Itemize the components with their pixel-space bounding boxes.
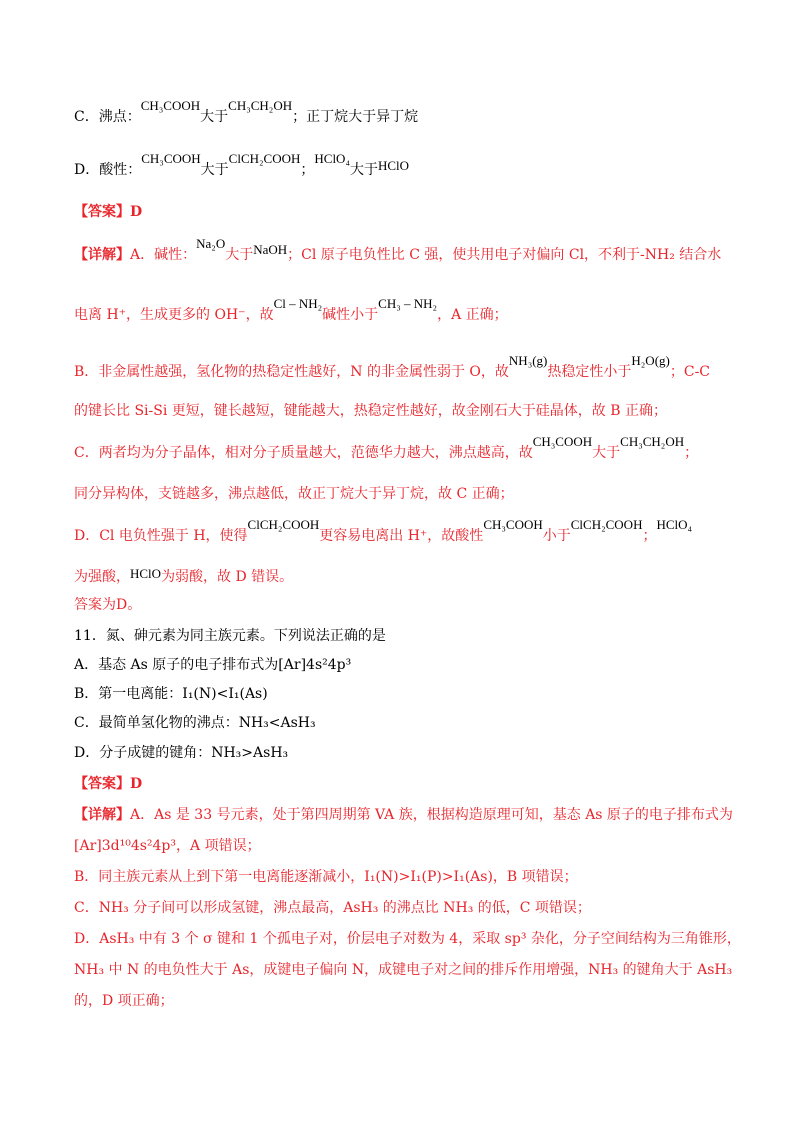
- answer-value: D: [130, 776, 143, 792]
- detail-text: C．两者均为分子晶体，相对分子质量越大，范德华力越大，沸点越高，故: [74, 445, 533, 461]
- formula: Cl – NH₂: [273, 296, 323, 311]
- detail-text: ，A 正确；: [437, 307, 508, 323]
- detail-text: 碱性小于: [322, 307, 379, 323]
- formula: CH₃ – NH₂: [378, 296, 438, 311]
- detail-bracket: 【详解】: [74, 247, 130, 263]
- detail-text: 的键长比 Si-Si 更短，键长越短，键能越大，热稳定性越好，故金刚石大于硅晶体，故 B 正确；: [74, 403, 667, 419]
- option-text: C．最简单氢化物的沸点：NH₃<AsH₃: [74, 715, 316, 731]
- formula: CH₃COOH: [532, 434, 593, 449]
- q10-detail-c-line2: [74, 484, 730, 504]
- q11-detail-a-line2: [74, 836, 730, 856]
- comparison-text: 大于: [200, 109, 229, 125]
- q10-option-c: [74, 98, 730, 127]
- detail-text: 大于: [592, 445, 621, 461]
- q11-detail-d-line1: [74, 929, 741, 949]
- q10-detail-a-line2: [74, 296, 730, 325]
- detail-text: ；C-C: [669, 364, 711, 380]
- q11-detail-d-line3: [74, 991, 730, 1011]
- q11-detail-b: [74, 867, 730, 887]
- q10-option-d: [74, 151, 730, 180]
- formula: H₂O(g): [631, 353, 670, 368]
- formula: NaOH: [253, 242, 288, 257]
- q11-option-d: [74, 743, 730, 763]
- formula: CH₃COOH: [141, 151, 201, 166]
- q11-detail-a-line1: [74, 805, 733, 825]
- answer-value: D: [130, 204, 143, 220]
- q10-detail-d-line1: [74, 517, 730, 546]
- q11-answer: [74, 774, 730, 794]
- detail-text: ；: [684, 445, 699, 461]
- q11-detail-c: [74, 898, 730, 918]
- detail-bracket: 【详解】: [74, 807, 130, 823]
- detail-text: 大于: [225, 247, 254, 263]
- separator: ；: [300, 162, 315, 178]
- formula: HClO₄: [656, 517, 693, 532]
- formula: CH₃CH₂OH: [620, 434, 685, 449]
- option-text: A．基态 As 原子的电子排布式为[Ar]4s²4p³: [74, 657, 352, 673]
- detail-text: B．同主族元素从上到下第一电离能逐渐减小，I₁(N)>I₁(P)>I₁(As)，B 项错误；: [74, 869, 578, 885]
- detail-text: 同分异构体，支链越多，沸点越低，故正丁烷大于异丁烷，故 C 正确；: [74, 486, 514, 502]
- q11-stem: [74, 626, 730, 646]
- detail-text: NH₃ 中 N 的电负性大于 As，成键电子偏向 N，成键电子对之间的排斥作用增强，NH₃ 的键角大于 AsH₃: [74, 962, 733, 978]
- formula: HClO: [377, 158, 410, 173]
- formula: HClO: [130, 566, 162, 581]
- option-text: ；正丁烷大于异丁烷: [292, 109, 419, 125]
- answer-bracket: 【答案】: [74, 776, 130, 792]
- comparison-text: 大于: [349, 162, 378, 178]
- detail-text: C．NH₃ 分子间可以形成氢键，沸点最高，AsH₃ 的沸点比 NH₃ 的低，C 项错误；: [74, 900, 591, 916]
- formula: HClO₄: [314, 151, 350, 166]
- formula: CH₃CH₂OH: [228, 98, 293, 113]
- detail-text: 为弱酸，故 D 错误。: [161, 569, 294, 585]
- q11-detail-d-line2: [74, 960, 733, 980]
- detail-text: A．As 是 33 号元素，处于第四周期第 VA 族，根据构造原理可知，基态 As 原子的电子排布式为: [130, 807, 733, 823]
- q11-option-a: [74, 655, 730, 675]
- q10-detail-b-line2: [74, 401, 730, 421]
- detail-text: ；Cl 原子电负性比 C 强，使共用电子对偏向 Cl，不利于-NH₂ 结合水: [287, 247, 722, 263]
- detail-text: 更容易电离出 H⁺，故酸性: [319, 528, 484, 544]
- detail-text: D．Cl 电负性强于 H，使得: [74, 528, 248, 544]
- detail-text: A．碱性：: [130, 247, 197, 263]
- detail-text: B．非金属性越强，氢化物的热稳定性越好，N 的非金属性弱于 O，故: [74, 364, 509, 380]
- formula: CH₃COOH: [140, 98, 201, 113]
- option-label: C．沸点：: [74, 109, 141, 125]
- detail-text: 的，D 项正确；: [74, 993, 174, 1009]
- q10-detail-c-line1: [74, 434, 730, 463]
- formula: ClCH₂COOH: [570, 517, 643, 532]
- option-text: D．分子成键的键角：NH₃>AsH₃: [74, 745, 289, 761]
- conclusion-text: 答案为D。: [74, 597, 142, 613]
- detail-text: [Ar]3d¹⁰4s²4p³，A 项错误；: [74, 838, 261, 854]
- q11-option-b: [74, 684, 730, 704]
- detail-text: 小于: [542, 528, 571, 544]
- formula: NH₃(g): [508, 353, 548, 368]
- formula: CH₃COOH: [483, 517, 543, 532]
- q10-conclusion: [74, 595, 730, 615]
- detail-text: 热稳定性小于: [547, 364, 632, 380]
- formula: Na₂O: [196, 236, 226, 251]
- detail-text: 为强酸，: [74, 569, 130, 585]
- comparison-text: 大于: [200, 162, 229, 178]
- answer-bracket: 【答案】: [74, 204, 130, 220]
- q10-detail-d-line2: [74, 567, 730, 587]
- option-text: B．第一电离能：I₁(N)<I₁(As): [74, 686, 268, 702]
- detail-text: 电离 H⁺，生成更多的 OH⁻，故: [74, 307, 274, 323]
- separator: ；: [642, 528, 657, 544]
- q10-answer: [74, 202, 730, 222]
- detail-text: D．AsH₃ 中有 3 个 σ 键和 1 个孤电子对，价层电子对数为 4，采取 sp³ 杂化，分子空间结构为三角锥形，: [74, 931, 741, 947]
- q11-option-c: [74, 713, 730, 733]
- formula: ClCH₂COOH: [228, 151, 301, 166]
- formula: ClCH₂COOH: [247, 517, 320, 532]
- q10-detail-b-line1: [74, 353, 730, 382]
- question-text: 11．氮、砷元素为同主族元素。下列说法正确的是: [74, 628, 386, 644]
- q10-detail-a-line1: [74, 236, 730, 265]
- option-label: D．酸性：: [74, 162, 142, 178]
